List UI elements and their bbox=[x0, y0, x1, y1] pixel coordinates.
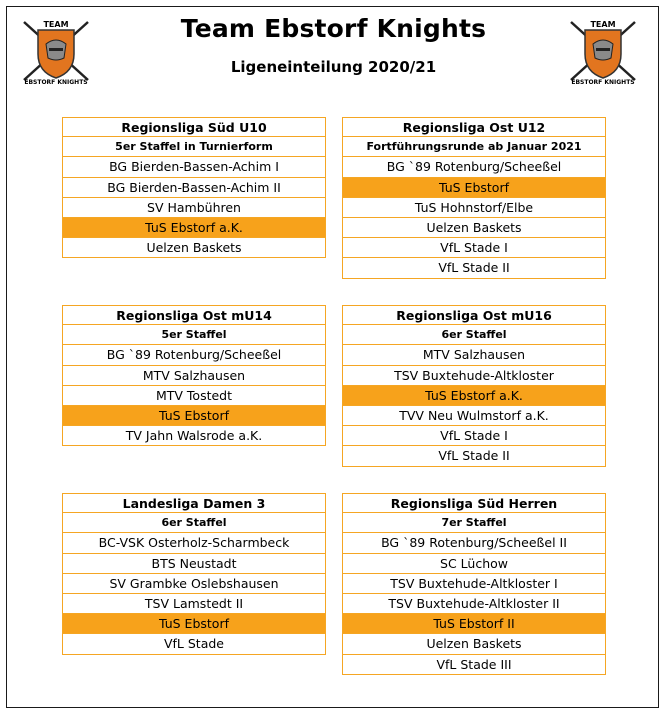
league-info: 5er Staffel in Turnierform bbox=[63, 137, 325, 157]
team-row: TVV Neu Wulmstorf a.K. bbox=[343, 406, 605, 426]
league-name: Regionsliga Ost mU16 bbox=[343, 305, 605, 325]
league-name: Landesliga Damen 3 bbox=[63, 493, 325, 513]
team-row-highlighted: TuS Ebstorf a.K. bbox=[63, 218, 325, 238]
team-row: TuS Hohnstorf/Elbe bbox=[343, 198, 605, 218]
team-row: MTV Salzhausen bbox=[63, 366, 325, 386]
team-row: BG Bierden-Bassen-Achim II bbox=[63, 178, 325, 198]
team-row: SC Lüchow bbox=[343, 554, 605, 574]
team-row: MTV Tostedt bbox=[63, 386, 325, 406]
team-row: BG Bierden-Bassen-Achim I bbox=[63, 157, 325, 177]
team-row: BG `89 Rotenburg/Scheeßel bbox=[63, 345, 325, 365]
team-row: VfL Stade I bbox=[343, 238, 605, 258]
team-row: TSV Buxtehude-Altkloster I bbox=[343, 574, 605, 594]
team-row-highlighted: TuS Ebstorf a.K. bbox=[343, 386, 605, 406]
team-row-highlighted: TuS Ebstorf bbox=[63, 614, 325, 634]
league-table bbox=[342, 305, 606, 467]
team-row-highlighted: TuS Ebstorf bbox=[343, 178, 605, 198]
league-table bbox=[62, 117, 326, 258]
team-row: VfL Stade II bbox=[343, 446, 605, 466]
team-row: Uelzen Baskets bbox=[63, 238, 325, 258]
league-info: 5er Staffel bbox=[63, 325, 325, 345]
team-row: TSV Buxtehude-Altkloster bbox=[343, 366, 605, 386]
league-name: Regionsliga Süd U10 bbox=[63, 117, 325, 137]
team-row: SV Hambühren bbox=[63, 198, 325, 218]
team-row: VfL Stade II bbox=[343, 258, 605, 278]
team-row: VfL Stade I bbox=[343, 426, 605, 446]
team-row: Uelzen Baskets bbox=[343, 218, 605, 238]
league-table bbox=[342, 117, 606, 279]
team-row: BC-VSK Osterholz-Scharmbeck bbox=[63, 533, 325, 553]
team-row: TSV Buxtehude-Altkloster II bbox=[343, 594, 605, 614]
league-info: 7er Staffel bbox=[343, 513, 605, 533]
team-row: TV Jahn Walsrode a.K. bbox=[63, 426, 325, 446]
league-info: 6er Staffel bbox=[343, 325, 605, 345]
team-row-highlighted: TuS Ebstorf II bbox=[343, 614, 605, 634]
team-row: SV Grambke Oslebshausen bbox=[63, 574, 325, 594]
league-name: Regionsliga Ost U12 bbox=[343, 117, 605, 137]
svg-text:EBSTORF KNIGHTS: EBSTORF KNIGHTS bbox=[24, 79, 88, 86]
team-row: VfL Stade bbox=[63, 634, 325, 654]
svg-text:TEAM: TEAM bbox=[590, 20, 616, 29]
league-name: Regionsliga Ost mU14 bbox=[63, 305, 325, 325]
league-name: Regionsliga Süd Herren bbox=[343, 493, 605, 513]
league-table bbox=[62, 305, 326, 446]
league-table bbox=[62, 493, 326, 655]
page-subtitle: Ligeneinteilung 2020/21 bbox=[230, 58, 437, 76]
team-row: Uelzen Baskets bbox=[343, 634, 605, 654]
page-title: Team Ebstorf Knights bbox=[180, 14, 487, 43]
league-table bbox=[342, 493, 606, 675]
league-info: 6er Staffel bbox=[63, 513, 325, 533]
svg-text:EBSTORF KNIGHTS: EBSTORF KNIGHTS bbox=[571, 79, 635, 86]
team-row-highlighted: TuS Ebstorf bbox=[63, 406, 325, 426]
svg-text:TEAM: TEAM bbox=[43, 20, 69, 29]
team-row: MTV Salzhausen bbox=[343, 345, 605, 365]
team-row: BG `89 Rotenburg/Scheeßel II bbox=[343, 533, 605, 553]
team-row: BTS Neustadt bbox=[63, 554, 325, 574]
league-info: Fortführungsrunde ab Januar 2021 bbox=[343, 137, 605, 157]
team-row: TSV Lamstedt II bbox=[63, 594, 325, 614]
team-row: BG `89 Rotenburg/Scheeßel bbox=[343, 157, 605, 177]
team-row: VfL Stade III bbox=[343, 655, 605, 675]
